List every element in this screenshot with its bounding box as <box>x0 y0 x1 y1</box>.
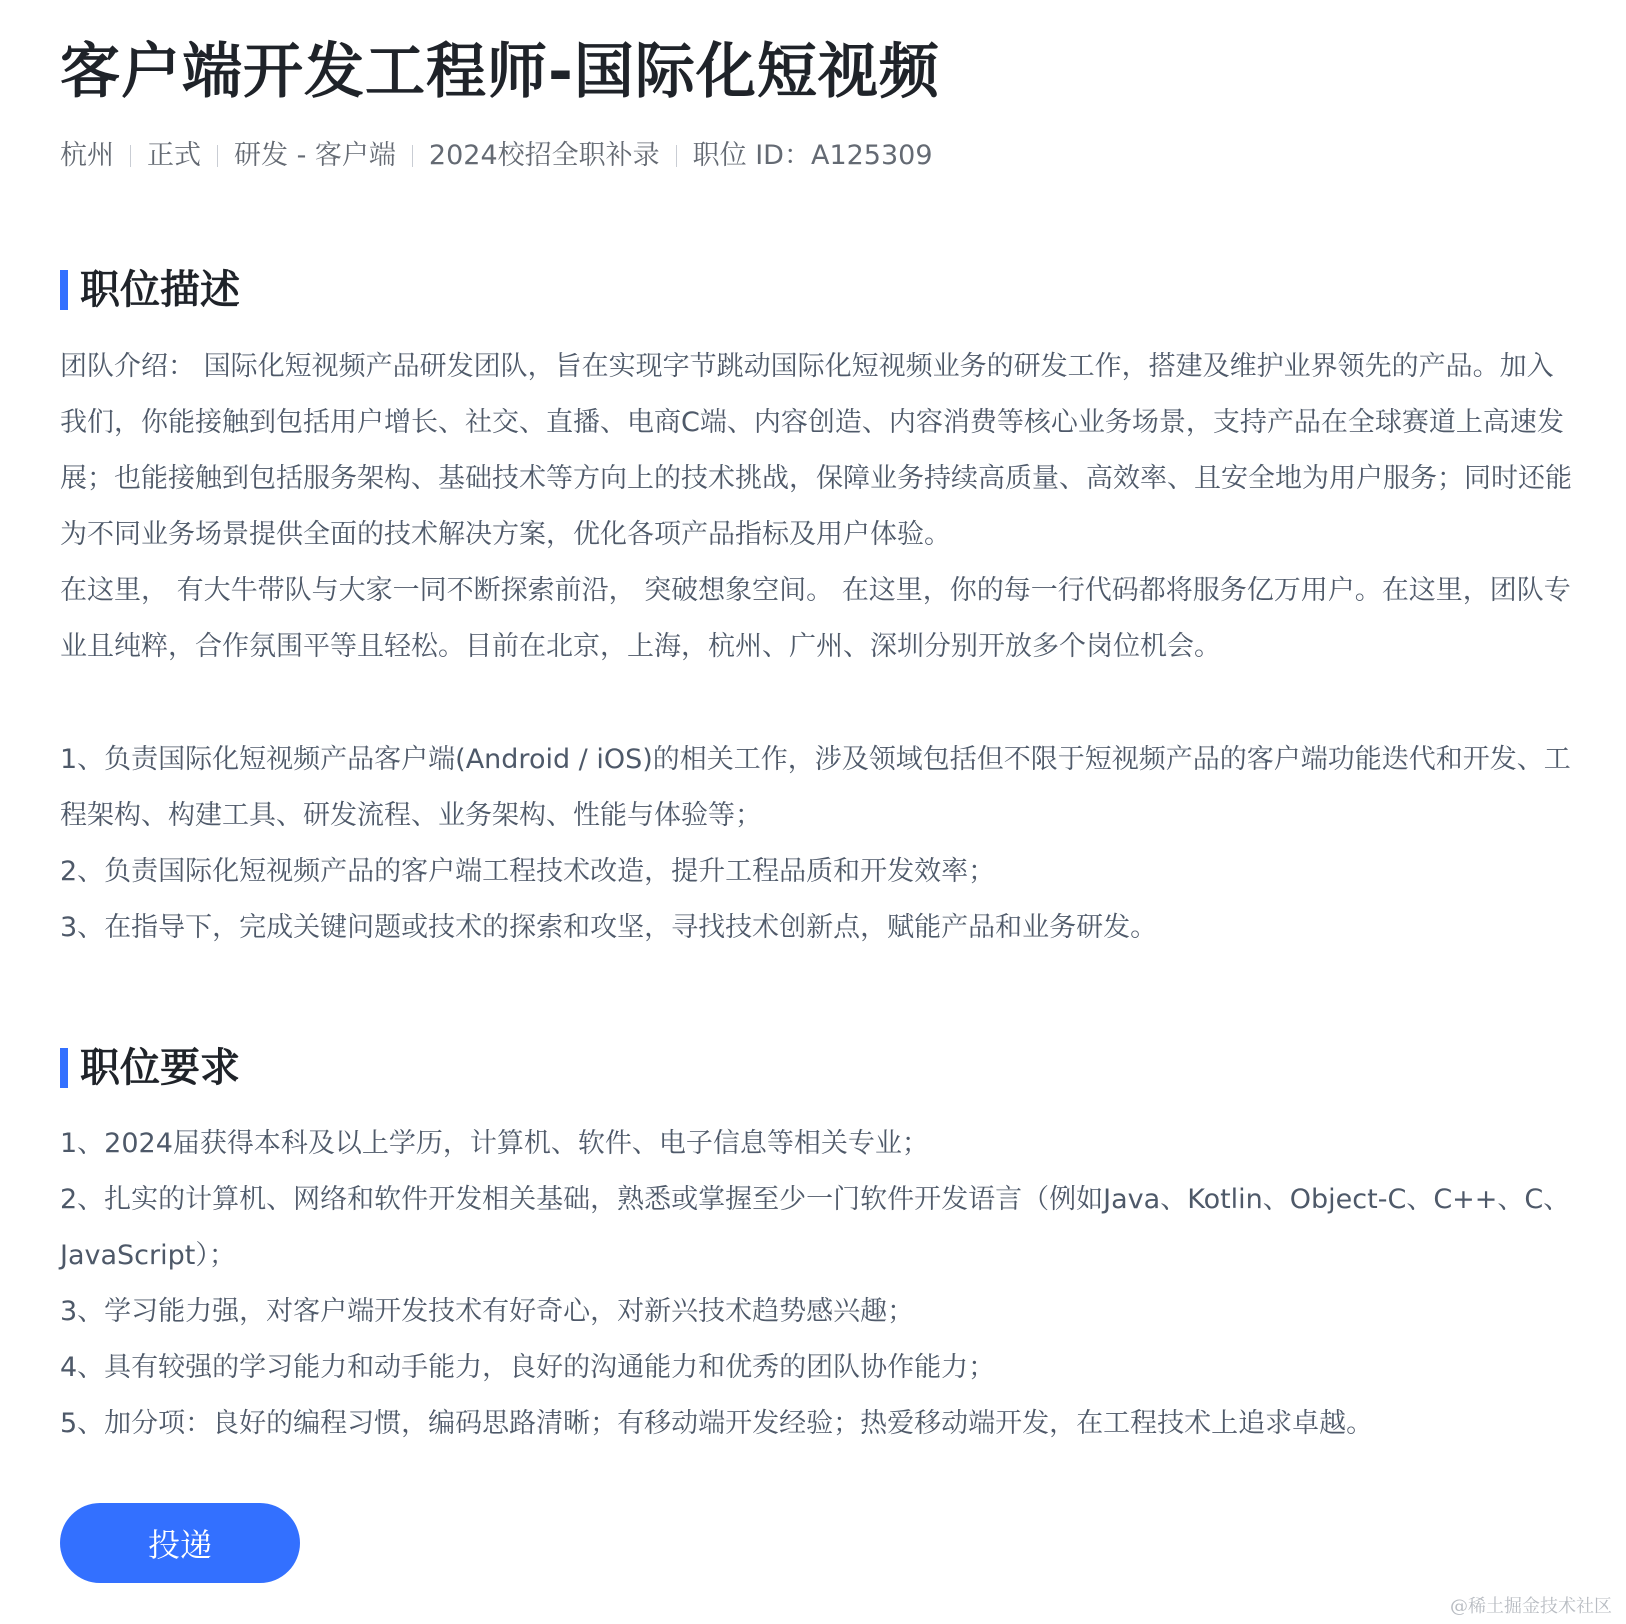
job-title: 客户端开发工程师-国际化短视频 <box>60 37 940 107</box>
duty-list <box>60 732 1580 956</box>
meta-divider <box>676 145 677 167</box>
requirement-list <box>60 1116 1580 1452</box>
job-category: 研发 - 客户端 <box>234 140 396 171</box>
team-intro-paragraph: 团队介绍： 国际化短视频产品研发团队，旨在实现字节跳动国际化短视频业务的研发工作，搭建及维护业界领先的产品。加入我们，你能接触到包括用户增长、社交、直播、电商C端、内容创造、内容消费等核心业务场景，支持产品在全球赛道上高速发展；也能接触到包括服务架构、基础技术等方向上的技术挑战，保障业务持续高质量、高效率、且安全地为用户服务；同时还能为不同业务场景提供全面的技术解决方案，优化各项产品指标及用户体验。 <box>60 351 1572 550</box>
duty-item: 2、负责国际化短视频产品的客户端工程技术改造，提升工程品质和开发效率； <box>60 856 996 887</box>
requirement-item: 2、扎实的计算机、网络和软件开发相关基础，熟悉或掌握至少一门软件开发语言（例如Java、Kotlin、Object-C、C++、C、JavaScript）； <box>60 1184 1571 1271</box>
job-meta <box>60 136 933 176</box>
requirement-item: 3、学习能力强，对客户端开发技术有好奇心，对新兴技术趋势感兴趣； <box>60 1296 915 1327</box>
description-heading <box>60 262 240 318</box>
requirement-item: 5、加分项：良好的编程习惯，编码思路清晰；有移动端开发经验；热爱移动端开发，在工程技术上追求卓越。 <box>60 1408 1374 1439</box>
meta-divider <box>217 145 218 167</box>
requirement-item: 4、具有较强的学习能力和动手能力，良好的沟通能力和优秀的团队协作能力； <box>60 1352 996 1383</box>
duty-item: 1、负责国际化短视频产品客户端(Android / iOS)的相关工作，涉及领域包括但不限于短视频产品的客户端功能迭代和开发、工程架构、构建工具、研发流程、业务架构、性能与体验等； <box>60 744 1571 831</box>
heading-accent-bar <box>60 270 68 310</box>
duty-item: 3、在指导下，完成关键问题或技术的探索和攻坚，寻找技术创新点，赋能产品和业务研发。 <box>60 912 1158 943</box>
job-id: 职位 ID：A125309 <box>692 140 933 171</box>
heading-accent-bar <box>60 1048 68 1088</box>
meta-divider <box>130 145 131 167</box>
description-intro <box>60 339 1580 675</box>
requirement-item: 1、2024届获得本科及以上学历，计算机、软件、电子信息等相关专业； <box>60 1128 929 1159</box>
meta-divider <box>412 145 413 167</box>
apply-button[interactable]: 投递 <box>60 1503 300 1583</box>
team-culture-paragraph: 在这里， 有大牛带队与大家一同不断探索前沿， 突破想象空间。 在这里，你的每一行代码都将服务亿万用户。在这里，团队专业且纯粹，合作氛围平等且轻松。目前在北京，上海，杭州、广州、深圳分别开放多个岗位机会。 <box>60 575 1571 662</box>
requirements-heading-label: 职位要求 <box>80 1045 240 1091</box>
requirements-heading <box>60 1040 240 1096</box>
job-type: 正式 <box>147 140 201 171</box>
job-recruit-type: 2024校招全职补录 <box>428 140 660 171</box>
job-location: 杭州 <box>60 140 114 171</box>
description-heading-label: 职位描述 <box>80 267 240 313</box>
watermark: @稀土掘金技术社区 <box>1450 1596 1612 1617</box>
